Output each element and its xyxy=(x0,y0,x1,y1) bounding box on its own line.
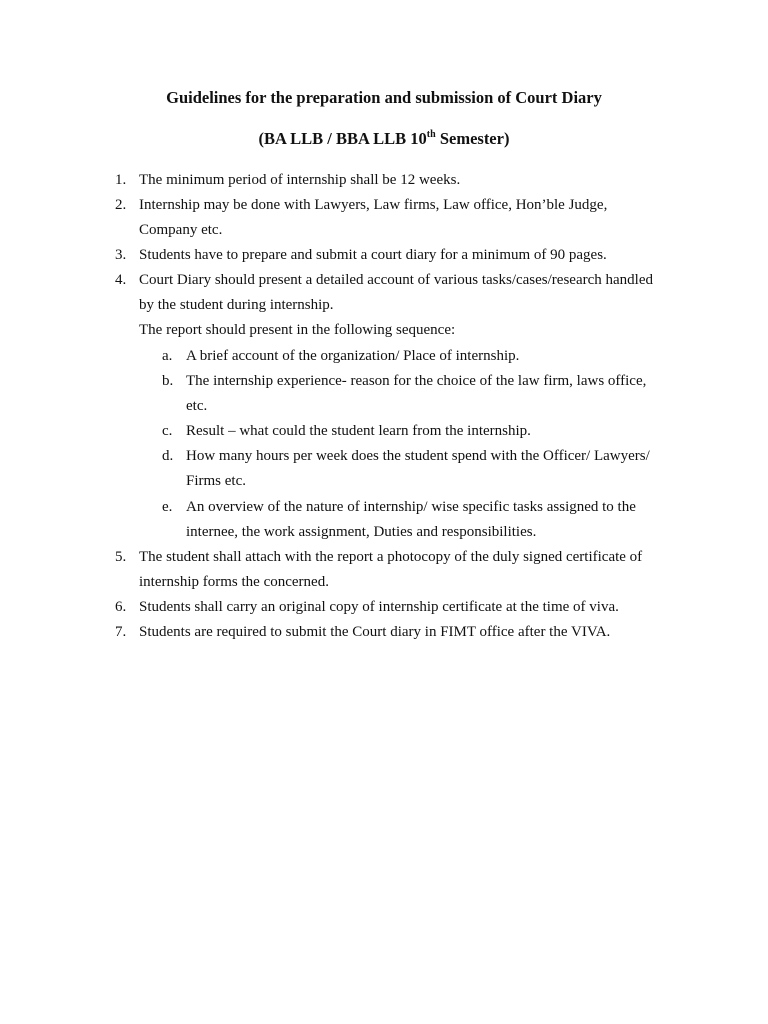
list-item-text: by the student during internship. xyxy=(139,297,334,313)
list-item-number: 2. xyxy=(115,197,127,213)
list-item-number: 1. xyxy=(115,172,127,188)
list-item-number: 4. xyxy=(115,272,127,288)
subtitle-prefix: (BA LLB / BBA LLB 10 xyxy=(258,129,427,148)
sub-item-letter: b. xyxy=(162,373,174,389)
document-subtitle xyxy=(0,129,768,149)
sub-item-text: How many hours per week does the student spend with the Officer/ Lawyers/ xyxy=(186,448,650,464)
sub-item-letter: e. xyxy=(162,499,173,515)
subtitle-superscript: th xyxy=(426,129,436,140)
list-item-text: Internship may be done with Lawyers, Law firms, Law office, Hon’ble Judge, xyxy=(139,197,608,213)
list-item-text: The student shall attach with the report a photocopy of the duly signed certificate of xyxy=(139,549,643,565)
list-item-number: 3. xyxy=(115,247,127,263)
list-item-text: Students are required to submit the Court diary in FIMT office after the VIVA. xyxy=(139,624,611,640)
list-item-text: The minimum period of internship shall be 12 weeks. xyxy=(139,172,461,188)
list-item-text: Students have to prepare and submit a court diary for a minimum of 90 pages. xyxy=(139,247,607,263)
sub-item-text: An overview of the nature of internship/ wise specific tasks assigned to the xyxy=(186,499,636,515)
sub-item-text: A brief account of the organization/ Place of internship. xyxy=(186,348,520,364)
sub-item-letter: c. xyxy=(162,423,173,439)
sub-item-letter: a. xyxy=(162,348,173,364)
sub-item-text: Firms etc. xyxy=(186,473,246,489)
document-title: Guidelines for the preparation and submission of Court Diary xyxy=(166,88,602,107)
sub-item-text: Result – what could the student learn from the internship. xyxy=(186,423,531,439)
sub-item-letter: d. xyxy=(162,448,174,464)
list-item-text: Students shall carry an original copy of internship certificate at the time of viva. xyxy=(139,599,619,615)
list-item-number: 5. xyxy=(115,549,127,565)
sub-item-text: etc. xyxy=(186,398,208,414)
list-item-number: 7. xyxy=(115,624,127,640)
sub-item-text: internee, the work assignment, Duties and responsibilities. xyxy=(186,524,537,540)
list-item-text: internship forms the concerned. xyxy=(139,574,329,590)
list-item-text: Company etc. xyxy=(139,222,223,238)
list-item-number: 6. xyxy=(115,599,127,615)
list-item-text: The report should present in the following sequence: xyxy=(139,322,456,338)
sub-item-text: The internship experience- reason for the choice of the law firm, laws office, xyxy=(186,373,647,389)
list-item-text: Court Diary should present a detailed account of various tasks/cases/research handled xyxy=(139,272,653,288)
subtitle-suffix: Semester) xyxy=(435,129,510,148)
